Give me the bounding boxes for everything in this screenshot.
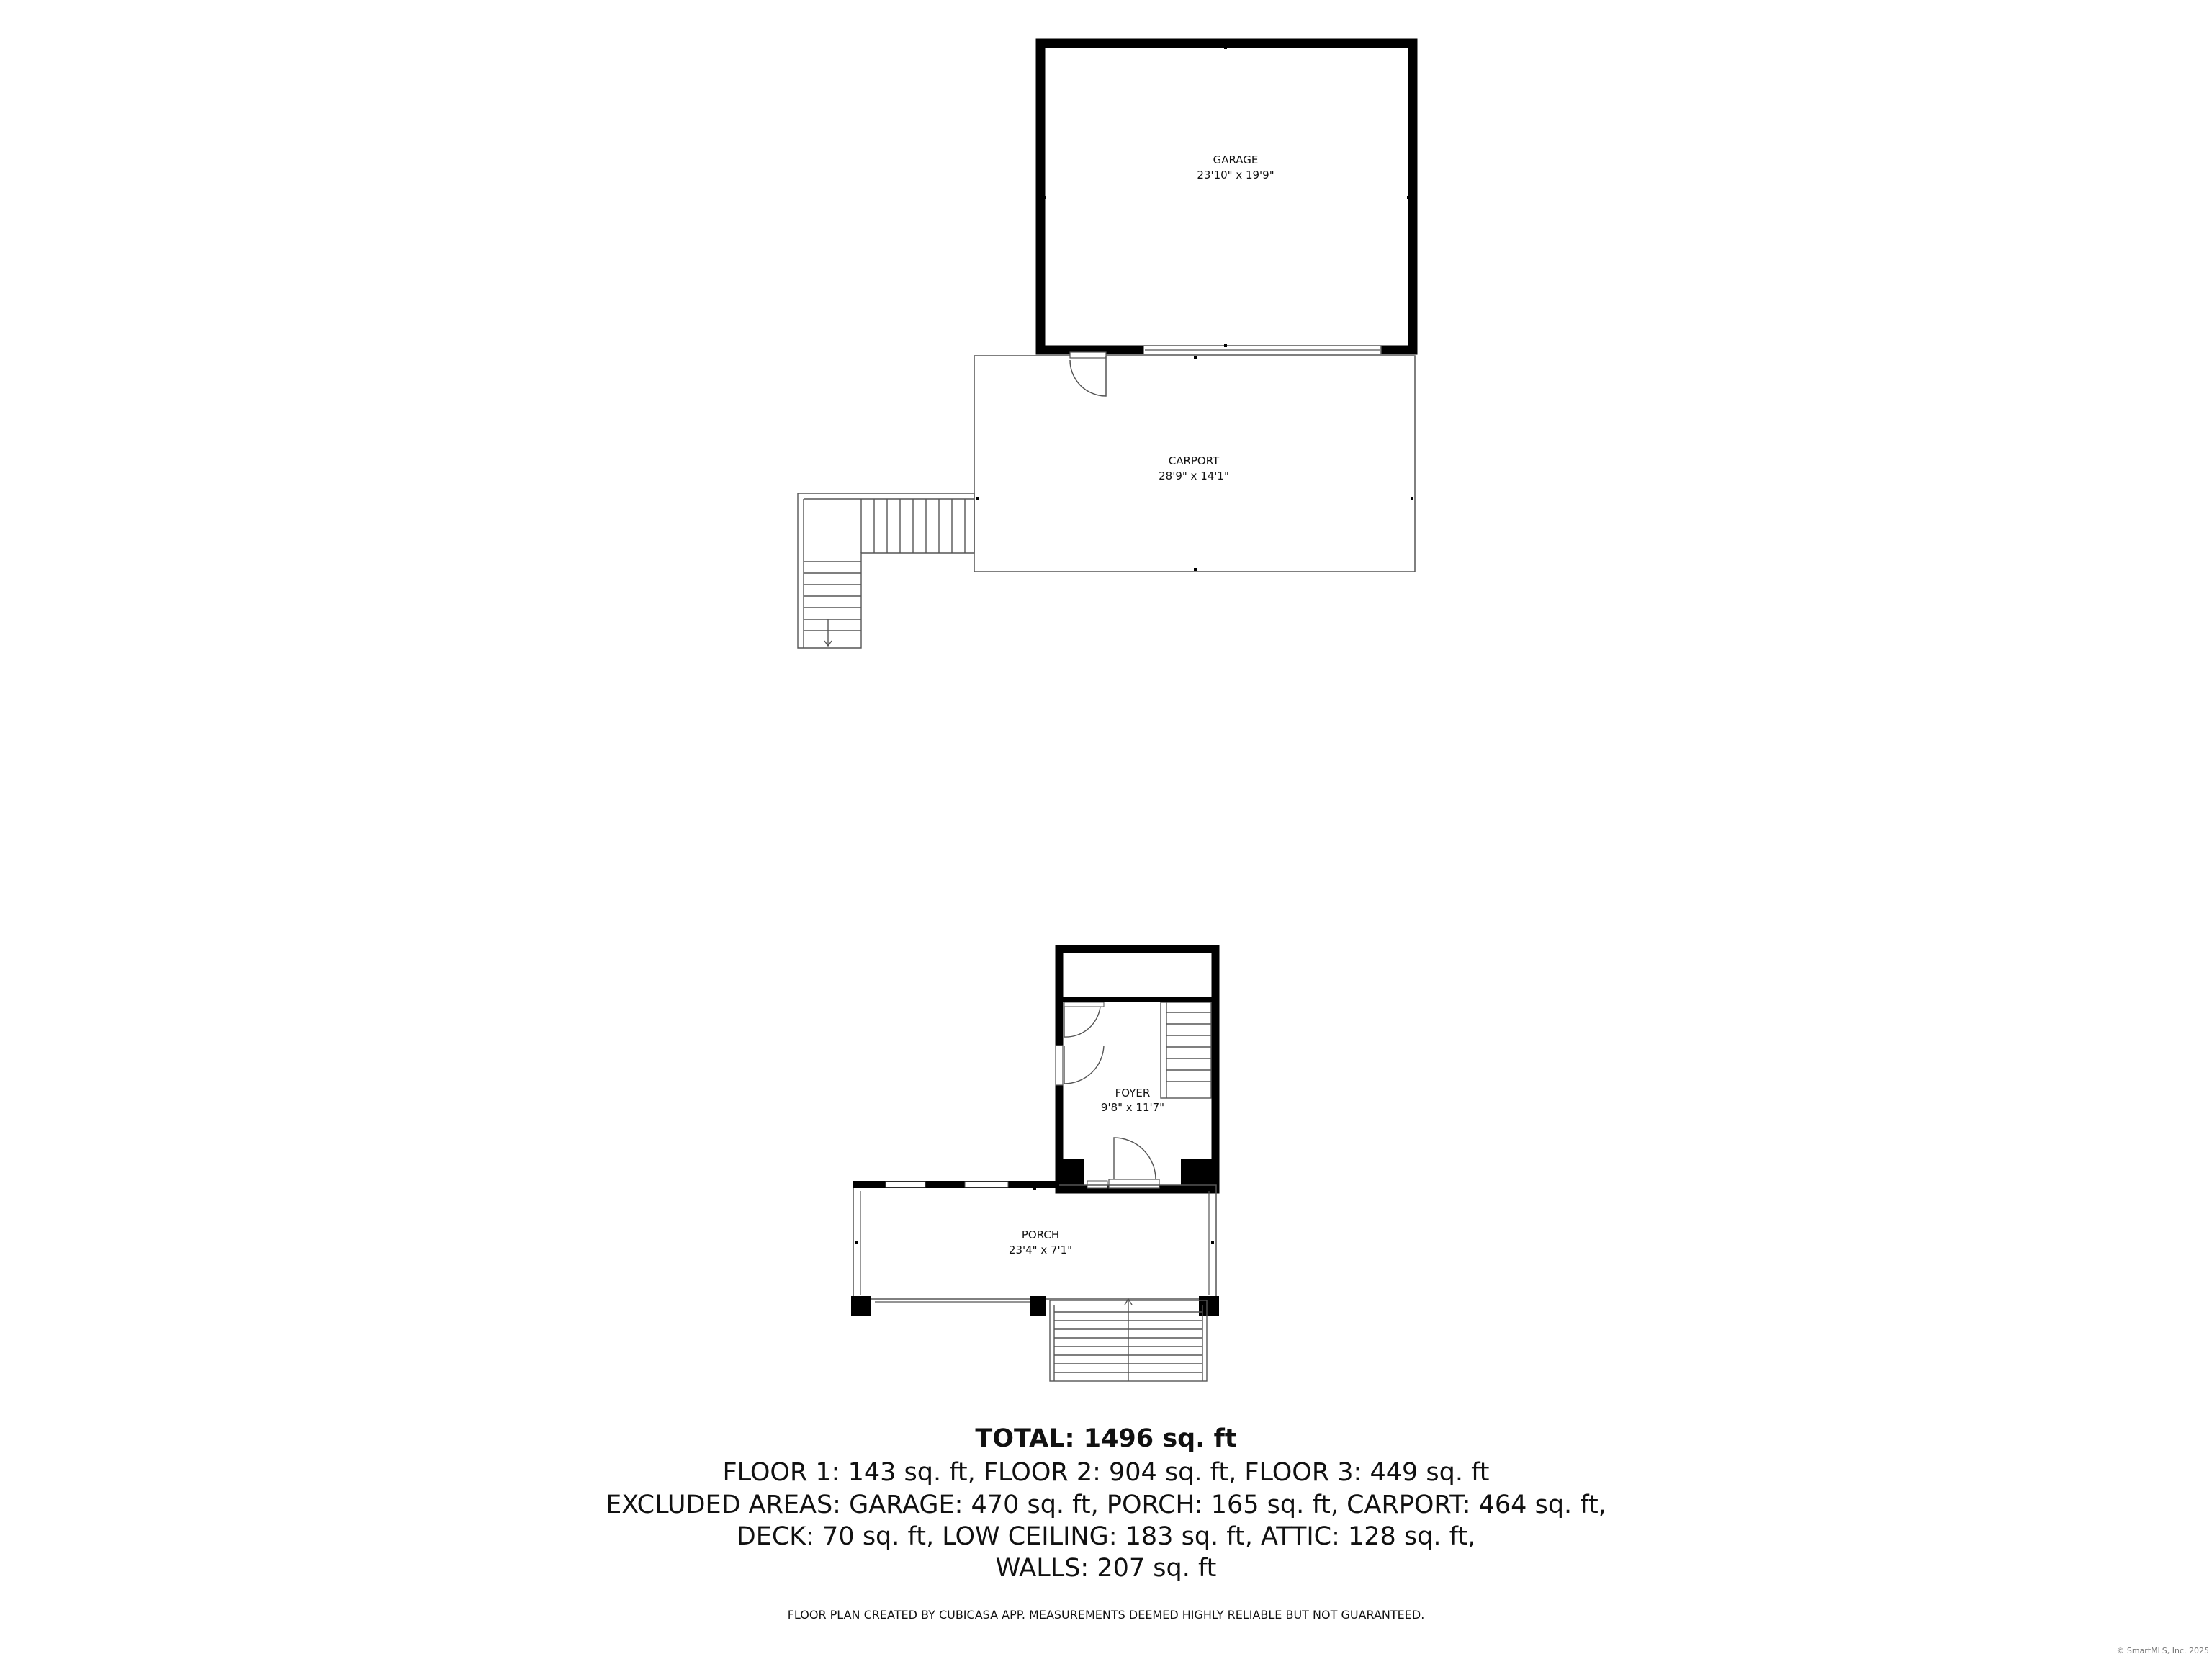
excluded-areas-line-1: EXCLUDED AREAS: GARAGE: 470 sq. ft, PORCH: 165 sq. ft, CARPORT: 464 sq. ft,	[606, 1491, 1606, 1519]
garage-room	[1040, 43, 1413, 354]
porch-room	[851, 1181, 1219, 1316]
total-area: TOTAL: 1496 sq. ft	[975, 1424, 1237, 1453]
foyer-label: FOYER	[1115, 1087, 1151, 1100]
porch-label: PORCH	[1021, 1228, 1060, 1241]
front-door-swing	[1114, 1138, 1156, 1179]
foyer-stairs	[1161, 1002, 1211, 1098]
carport-dimensions: 28'9" x 14'1"	[1159, 469, 1229, 482]
porch-dimensions: 23'4" x 7'1"	[1008, 1244, 1073, 1256]
carport-door-swing	[1070, 356, 1106, 396]
excluded-areas-line-2: DECK: 70 sq. ft, LOW CEILING: 183 sq. ft, ATTIC: 128 sq. ft,	[736, 1522, 1476, 1551]
foyer-room	[1056, 949, 1215, 1190]
l-shaped-stairs	[798, 493, 974, 648]
foyer-dimensions: 9'8" x 11'7"	[1100, 1101, 1165, 1114]
foyer-walls	[1059, 949, 1215, 1190]
porch-outline	[853, 1185, 1216, 1299]
closet-door-swing	[1064, 1007, 1100, 1037]
carport-room	[974, 352, 1415, 572]
carport-label: CARPORT	[1168, 454, 1220, 467]
front-steps	[1050, 1299, 1207, 1381]
floor-areas: FLOOR 1: 143 sq. ft, FLOOR 2: 904 sq. ft, FLOOR 3: 449 sq. ft	[722, 1458, 1490, 1487]
side-door-swing	[1064, 1046, 1104, 1084]
disclaimer: FLOOR PLAN CREATED BY CUBICASA APP. MEASUREMENTS DEEMED HIGHLY RELIABLE BUT NOT GUARANTEED.	[787, 1608, 1425, 1622]
copyright: © SmartMLS, Inc. 2025	[2116, 1646, 2209, 1655]
walls-area: WALLS: 207 sq. ft	[995, 1554, 1217, 1583]
garage-label: GARAGE	[1213, 153, 1259, 166]
garage-dimensions: 23'10" x 19'9"	[1197, 168, 1274, 181]
garage-walls	[1040, 43, 1413, 350]
